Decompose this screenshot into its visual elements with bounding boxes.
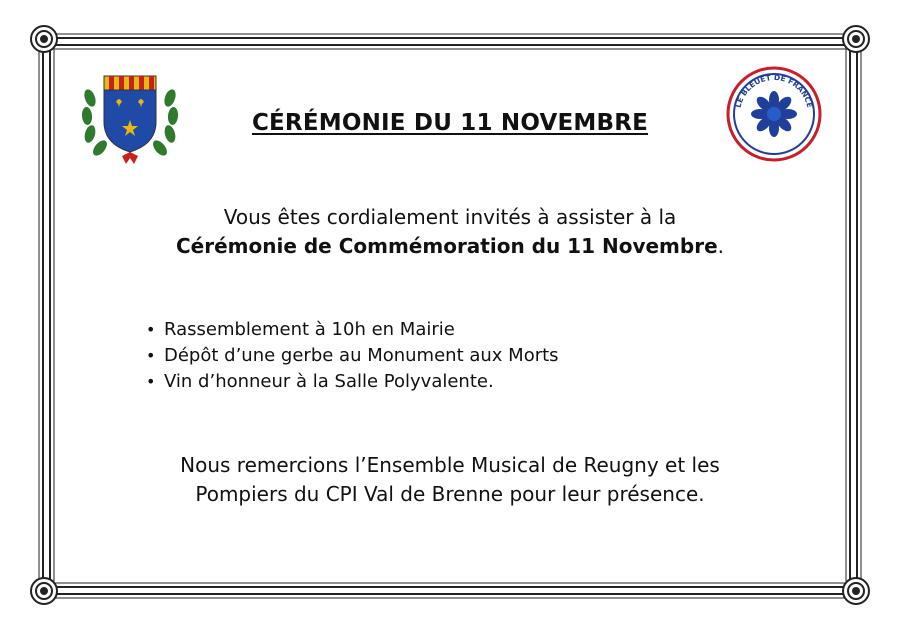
title-text: CÉRÉMONIE DU 11 NOVEMBRE bbox=[251, 110, 649, 136]
list-item: • Vin d’honneur à la Salle Polyvalente. bbox=[146, 369, 559, 395]
svg-text:LE BLEUET DE FRANCE: LE BLEUET DE FRANCE bbox=[733, 72, 815, 109]
program-list bbox=[146, 317, 559, 395]
list-item: • Rassemblement à 10h en Mairie bbox=[146, 317, 559, 343]
intro-line-2 bbox=[0, 232, 900, 261]
invitation-intro bbox=[0, 203, 900, 261]
intro-ceremony-name: Cérémonie de Commémoration du 11 Novembre bbox=[175, 234, 718, 258]
intro-line-1: Vous êtes cordialement invités à assister à la bbox=[223, 205, 677, 229]
list-item: • Dépôt d’une gerbe au Monument aux Morts bbox=[146, 343, 559, 369]
thanks-paragraph bbox=[0, 451, 900, 509]
page-title bbox=[0, 110, 900, 136]
thanks-line-2: Pompiers du CPI Val de Brenne pour leur présence. bbox=[195, 482, 705, 506]
intro-line-2-end: . bbox=[717, 234, 724, 258]
thanks-line-1: Nous remercions l’Ensemble Musical de Reugny et les bbox=[180, 453, 720, 477]
